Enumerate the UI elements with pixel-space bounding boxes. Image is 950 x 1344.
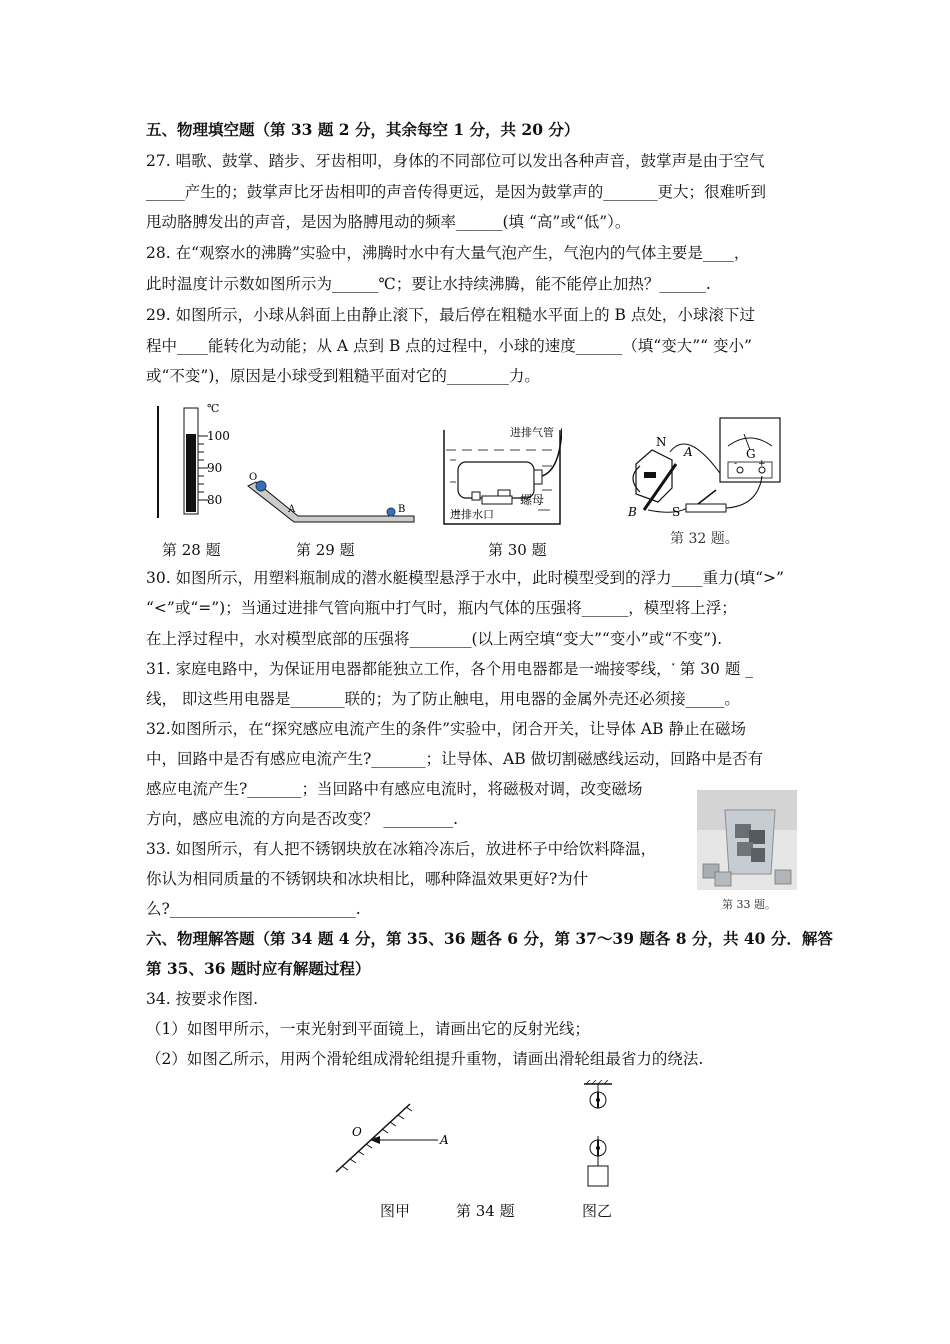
label-tube: 进排气管 <box>510 426 554 439</box>
label-a: A <box>288 504 296 515</box>
q29-line-2: 程中____能转化为动能；从 A 点到 B 点的过程中，小球的速度______（填“变大”“ 变小” <box>146 337 752 355</box>
tick-80: 80 <box>207 493 223 507</box>
label-o: O <box>249 472 258 483</box>
label-minus: - <box>734 459 738 469</box>
label-s: S <box>672 505 681 519</box>
caption-fig33: 第 33 题。 <box>722 898 776 911</box>
caption-fig30: 第 30 题 <box>488 541 547 559</box>
label-b: B <box>398 504 406 515</box>
section-6-title-1: 六、物理解答题（第 34 题 4 分，第 35、36 题各 6 分，第 37～39 题各 8 分，共 40 分．解答 <box>146 929 833 948</box>
submarine-figure <box>442 420 562 526</box>
pulley-figure <box>578 1080 618 1190</box>
q27-line-2: _____产生的；鼓掌声比牙齿相叩的声音传得更远，是因为鼓掌声的_______更大；很难听到 <box>146 183 767 201</box>
q30-line-1: 30. 如图所示，用塑料瓶制成的潜水艇模型悬浮于水中，此时模型受到的浮力____重力(填“>” <box>146 569 784 587</box>
q33-line-3: 么?________________________. <box>146 900 361 918</box>
label-a: A <box>684 445 693 459</box>
label-o: O <box>352 1125 362 1139</box>
label-a: A <box>440 1133 449 1147</box>
q27-line-1: 27. 唱歌、鼓掌、踏步、牙齿相叩，身体的不同部位可以发出各种声音，鼓掌声是由于空气 <box>146 152 765 170</box>
q34-line-2: （1）如图甲所示，一束光射到平面镜上，请画出它的反射光线； <box>146 1020 590 1038</box>
thermometer-unit: ℃ <box>207 402 220 415</box>
q30-line-2: “<”或“=”)；当通过进排气管向瓶中打气时，瓶内气体的压强将______，模型将上浮； <box>146 599 737 617</box>
caption-fig34-mid: 第 34 题 <box>456 1202 515 1220</box>
caption-fig34-left: 图甲 <box>380 1202 411 1220</box>
q30-line-3: 在上浮过程中，水对模型底部的压强将________(以上两空填“变大”“变小”或“不变”). <box>146 630 723 648</box>
tick-100: 100 <box>207 429 230 443</box>
steel-cubes-photo <box>697 790 797 896</box>
label-b: B <box>628 505 637 519</box>
q32-line-3: 感应电流产生?_______；当回路中有感应电流时，将磁极对调，改变磁场 <box>146 780 643 798</box>
thermometer-figure <box>150 398 240 526</box>
tick-90: 90 <box>207 461 223 475</box>
ball-b <box>387 508 395 516</box>
q33-line-2: 你认为相同质量的不锈钢块和冰块相比，哪种降温效果更好?为什 <box>146 870 589 888</box>
label-g: G <box>746 447 756 461</box>
ramp-figure <box>246 470 418 526</box>
q29-line-1: 29. 如图所示，小球从斜面上由静止滚下，最后停在粗糙水平面上的 B 点处，小球滚下过 <box>146 306 755 324</box>
q33-line-1: 33. 如图所示，有人把不锈钢块放在冰箱冷冻后，放进杯子中给饮料降温， <box>146 840 657 858</box>
section-6-title-2: 第 35、36 题时应有解题过程） <box>146 959 371 978</box>
q32-line-2: 中，回路中是否有感应电流产生?_______；让导体、AB 做切割磁感线运动，回路中是否有 <box>146 750 764 768</box>
mirror-figure <box>330 1098 470 1178</box>
caption-fig34-right: 图乙 <box>582 1202 613 1220</box>
q27-line-3: 甩动胳膊发出的声音，是因为胳膊甩动的频率______(填 “高”或“低”）。 <box>146 213 631 231</box>
q34-line-3: （2）如图乙所示，用两个滑轮组成滑轮组提升重物，请画出滑轮组最省力的绕法. <box>146 1050 704 1068</box>
caption-fig32: 第 32 题。 <box>670 531 739 547</box>
label-inlet: 进排水口 <box>450 508 494 521</box>
induction-figure <box>618 406 788 526</box>
q34-line-1: 34. 按要求作图. <box>146 990 259 1008</box>
label-nut: 螺母 <box>520 493 545 507</box>
ball-o <box>256 481 266 491</box>
q28-line-1: 28. 在“观察水的沸腾”实验中，沸腾时水中有大量气泡产生，气泡内的气体主要是____， <box>146 244 750 262</box>
label-plus: + <box>758 459 766 469</box>
caption-fig29: 第 29 题 <box>296 541 355 559</box>
q31-line-2: 线， 即这些用电器是_______联的；为了防止触电，用电器的金属外壳还必须接_____。 <box>146 690 740 708</box>
q29-line-3: 或“不变”)，原因是小球受到粗糙平面对它的________力。 <box>146 367 540 385</box>
q32-line-4: 方向，感应电流的方向是否改变？ _________. <box>146 810 459 828</box>
caption-fig28: 第 28 题 <box>162 541 221 559</box>
q31-line-1: 31. 家庭电路中，为保证用电器都能独立工作，各个用电器都是一端接零线，་ 第 30 题 _ <box>146 660 754 678</box>
q32-line-1: 32.如图所示，在“探究感应电流产生的条件”实验中，闭合开关，让导体 AB 静止在磁场 <box>146 720 746 738</box>
q28-line-2: 此时温度计示数如图所示为______℃；要让水持续沸腾，能不能停止加热？______. <box>146 275 711 293</box>
label-n: N <box>656 435 667 449</box>
section-5-title: 五、物理填空题（第 33 题 2 分，其余每空 1 分，共 20 分） <box>146 120 580 139</box>
